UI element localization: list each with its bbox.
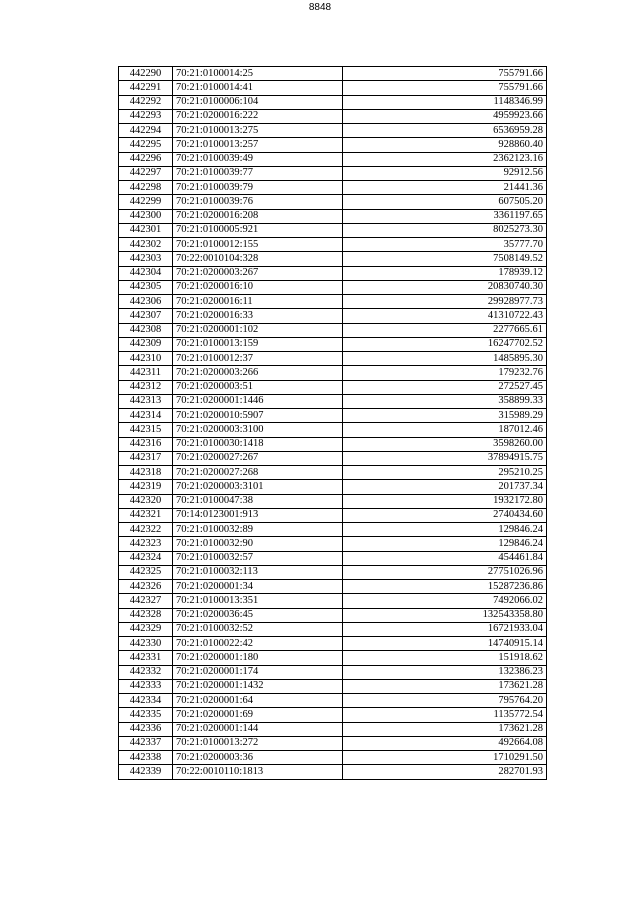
row-number-cell: 442292 <box>119 95 173 109</box>
page-number: 8848 <box>308 2 332 13</box>
cadastral-number-cell: 70:21:0200001:64 <box>173 694 343 708</box>
cadastral-value-cell: 15287236.86 <box>343 580 547 594</box>
cadastral-number-cell: 70:21:0200036:45 <box>173 608 343 622</box>
row-number-cell: 442328 <box>119 608 173 622</box>
table-row <box>119 508 547 522</box>
cadastral-number-cell: 70:21:0100013:351 <box>173 594 343 608</box>
row-number-cell: 442313 <box>119 394 173 408</box>
cadastral-value-table <box>118 66 547 780</box>
cadastral-value-cell: 6536959.28 <box>343 124 547 138</box>
table-row <box>119 722 547 736</box>
row-number-cell: 442334 <box>119 694 173 708</box>
table-row <box>119 494 547 508</box>
row-number-cell: 442302 <box>119 238 173 252</box>
table-row <box>119 622 547 636</box>
cadastral-number-cell: 70:21:0100039:77 <box>173 166 343 180</box>
row-number-cell: 442315 <box>119 423 173 437</box>
table-row <box>119 437 547 451</box>
cadastral-value-cell: 282701.93 <box>343 765 547 779</box>
cadastral-value-cell: 7508149.52 <box>343 252 547 266</box>
row-number-cell: 442308 <box>119 323 173 337</box>
cadastral-value-cell: 4959923.66 <box>343 109 547 123</box>
table-row <box>119 694 547 708</box>
cadastral-number-cell: 70:21:0200001:1432 <box>173 679 343 693</box>
row-number-cell: 442298 <box>119 181 173 195</box>
cadastral-value-cell: 173621.28 <box>343 722 547 736</box>
row-number-cell: 442295 <box>119 138 173 152</box>
cadastral-number-cell: 70:21:0100030:1418 <box>173 437 343 451</box>
cadastral-number-cell: 70:21:0200001:69 <box>173 708 343 722</box>
table-row <box>119 252 547 266</box>
table-row <box>119 665 547 679</box>
row-number-cell: 442330 <box>119 637 173 651</box>
cadastral-value-cell: 492664.08 <box>343 736 547 750</box>
row-number-cell: 442294 <box>119 124 173 138</box>
cadastral-number-cell: 70:21:0200001:144 <box>173 722 343 736</box>
table-row <box>119 280 547 294</box>
table-row <box>119 551 547 565</box>
table-row <box>119 580 547 594</box>
cadastral-value-cell: 129846.24 <box>343 523 547 537</box>
cadastral-number-cell: 70:21:0100022:42 <box>173 637 343 651</box>
cadastral-value-cell: 129846.24 <box>343 537 547 551</box>
table-row <box>119 223 547 237</box>
cadastral-number-cell: 70:21:0200003:3100 <box>173 423 343 437</box>
table-row <box>119 466 547 480</box>
row-number-cell: 442333 <box>119 679 173 693</box>
table-row <box>119 67 547 81</box>
row-number-cell: 442320 <box>119 494 173 508</box>
row-number-cell: 442335 <box>119 708 173 722</box>
row-number-cell: 442306 <box>119 295 173 309</box>
cadastral-number-cell: 70:21:0100032:57 <box>173 551 343 565</box>
cadastral-number-cell: 70:21:0200003:51 <box>173 380 343 394</box>
table-row <box>119 409 547 423</box>
cadastral-number-cell: 70:21:0100032:113 <box>173 565 343 579</box>
cadastral-number-cell: 70:21:0200016:11 <box>173 295 343 309</box>
row-number-cell: 442317 <box>119 451 173 465</box>
cadastral-number-cell: 70:21:0100032:52 <box>173 622 343 636</box>
row-number-cell: 442303 <box>119 252 173 266</box>
cadastral-number-cell: 70:21:0200001:180 <box>173 651 343 665</box>
row-number-cell: 442326 <box>119 580 173 594</box>
row-number-cell: 442327 <box>119 594 173 608</box>
cadastral-number-cell: 70:21:0200016:33 <box>173 309 343 323</box>
cadastral-value-cell: 358899.33 <box>343 394 547 408</box>
cadastral-value-cell: 179232.76 <box>343 366 547 380</box>
cadastral-number-cell: 70:21:0100013:257 <box>173 138 343 152</box>
row-number-cell: 442318 <box>119 466 173 480</box>
table-row <box>119 124 547 138</box>
table-row <box>119 323 547 337</box>
cadastral-value-cell: 173621.28 <box>343 679 547 693</box>
cadastral-value-cell: 27751026.96 <box>343 565 547 579</box>
cadastral-number-cell: 70:21:0100047:38 <box>173 494 343 508</box>
cadastral-number-cell: 70:21:0200016:208 <box>173 209 343 223</box>
row-number-cell: 442296 <box>119 152 173 166</box>
cadastral-value-cell: 14740915.14 <box>343 637 547 651</box>
cadastral-number-cell: 70:21:0200001:34 <box>173 580 343 594</box>
row-number-cell: 442297 <box>119 166 173 180</box>
cadastral-value-cell: 8025273.30 <box>343 223 547 237</box>
table-row <box>119 523 547 537</box>
cadastral-value-cell: 16721933.04 <box>343 622 547 636</box>
table-row <box>119 81 547 95</box>
cadastral-value-cell: 178939.12 <box>343 266 547 280</box>
cadastral-value-cell: 2362123.16 <box>343 152 547 166</box>
row-number-cell: 442314 <box>119 409 173 423</box>
table-row <box>119 95 547 109</box>
cadastral-number-cell: 70:21:0200003:266 <box>173 366 343 380</box>
table-row <box>119 736 547 750</box>
row-number-cell: 442300 <box>119 209 173 223</box>
cadastral-number-cell: 70:21:0100032:89 <box>173 523 343 537</box>
row-number-cell: 442331 <box>119 651 173 665</box>
table-row <box>119 266 547 280</box>
table-row <box>119 480 547 494</box>
cadastral-value-cell: 35777.70 <box>343 238 547 252</box>
cadastral-number-cell: 70:21:0100013:275 <box>173 124 343 138</box>
cadastral-value-cell: 41310722.43 <box>343 309 547 323</box>
row-number-cell: 442311 <box>119 366 173 380</box>
cadastral-value-cell: 1932172.80 <box>343 494 547 508</box>
cadastral-number-cell: 70:21:0200016:222 <box>173 109 343 123</box>
row-number-cell: 442293 <box>119 109 173 123</box>
row-number-cell: 442316 <box>119 437 173 451</box>
table-row <box>119 708 547 722</box>
cadastral-value-cell: 29928977.73 <box>343 295 547 309</box>
cadastral-value-cell: 3361197.65 <box>343 209 547 223</box>
cadastral-number-cell: 70:21:0100013:159 <box>173 337 343 351</box>
cadastral-value-cell: 132543358.80 <box>343 608 547 622</box>
cadastral-number-cell: 70:21:0200027:268 <box>173 466 343 480</box>
table-row <box>119 394 547 408</box>
cadastral-value-cell: 37894915.75 <box>343 451 547 465</box>
cadastral-value-cell: 454461.84 <box>343 551 547 565</box>
table-row <box>119 565 547 579</box>
table-row <box>119 166 547 180</box>
row-number-cell: 442332 <box>119 665 173 679</box>
cadastral-value-cell: 20830740.30 <box>343 280 547 294</box>
table-row <box>119 765 547 779</box>
cadastral-number-cell: 70:21:0200001:174 <box>173 665 343 679</box>
table-row <box>119 594 547 608</box>
row-number-cell: 442329 <box>119 622 173 636</box>
row-number-cell: 442324 <box>119 551 173 565</box>
table-row <box>119 195 547 209</box>
table-row <box>119 751 547 765</box>
row-number-cell: 442301 <box>119 223 173 237</box>
table-row <box>119 152 547 166</box>
row-number-cell: 442322 <box>119 523 173 537</box>
row-number-cell: 442312 <box>119 380 173 394</box>
cadastral-value-cell: 1710291.50 <box>343 751 547 765</box>
row-number-cell: 442304 <box>119 266 173 280</box>
row-number-cell: 442339 <box>119 765 173 779</box>
cadastral-number-cell: 70:21:0100012:37 <box>173 352 343 366</box>
table-body <box>119 67 547 780</box>
table-row <box>119 181 547 195</box>
cadastral-number-cell: 70:21:0100039:79 <box>173 181 343 195</box>
cadastral-number-cell: 70:21:0200010:5907 <box>173 409 343 423</box>
cadastral-value-cell: 92912.56 <box>343 166 547 180</box>
table-row <box>119 679 547 693</box>
table-row <box>119 209 547 223</box>
cadastral-number-cell: 70:21:0100012:155 <box>173 238 343 252</box>
cadastral-value-cell: 1148346.99 <box>343 95 547 109</box>
table-row <box>119 337 547 351</box>
cadastral-value-cell: 2740434.60 <box>343 508 547 522</box>
table-row <box>119 380 547 394</box>
cadastral-number-cell: 70:21:0200003:3101 <box>173 480 343 494</box>
table-row <box>119 295 547 309</box>
cadastral-number-cell: 70:21:0100005:921 <box>173 223 343 237</box>
cadastral-value-cell: 3598260.00 <box>343 437 547 451</box>
cadastral-number-cell: 70:21:0100014:41 <box>173 81 343 95</box>
cadastral-number-cell: 70:21:0100039:76 <box>173 195 343 209</box>
table-row <box>119 537 547 551</box>
row-number-cell: 442305 <box>119 280 173 294</box>
row-number-cell: 442299 <box>119 195 173 209</box>
table-row <box>119 366 547 380</box>
row-number-cell: 442323 <box>119 537 173 551</box>
table-row <box>119 309 547 323</box>
table-row <box>119 352 547 366</box>
row-number-cell: 442336 <box>119 722 173 736</box>
row-number-cell: 442291 <box>119 81 173 95</box>
cadastral-value-cell: 201737.34 <box>343 480 547 494</box>
cadastral-value-cell: 151918.62 <box>343 651 547 665</box>
cadastral-value-cell: 1485895.30 <box>343 352 547 366</box>
cadastral-value-cell: 16247702.52 <box>343 337 547 351</box>
row-number-cell: 442309 <box>119 337 173 351</box>
cadastral-value-cell: 132386.23 <box>343 665 547 679</box>
cadastral-number-cell: 70:21:0200003:267 <box>173 266 343 280</box>
cadastral-value-cell: 607505.20 <box>343 195 547 209</box>
cadastral-number-cell: 70:21:0100006:104 <box>173 95 343 109</box>
cadastral-number-cell: 70:21:0100013:272 <box>173 736 343 750</box>
cadastral-value-cell: 755791.66 <box>343 81 547 95</box>
table-row <box>119 109 547 123</box>
table-row <box>119 451 547 465</box>
cadastral-value-cell: 2277665.61 <box>343 323 547 337</box>
table-row <box>119 238 547 252</box>
table-row <box>119 608 547 622</box>
row-number-cell: 442325 <box>119 565 173 579</box>
table-row <box>119 651 547 665</box>
cadastral-value-cell: 272527.45 <box>343 380 547 394</box>
cadastral-number-cell: 70:22:0010110:1813 <box>173 765 343 779</box>
cadastral-number-cell: 70:21:0200001:1446 <box>173 394 343 408</box>
table-row <box>119 138 547 152</box>
cadastral-number-cell: 70:21:0200001:102 <box>173 323 343 337</box>
cadastral-value-cell: 21441.36 <box>343 181 547 195</box>
cadastral-number-cell: 70:21:0100039:49 <box>173 152 343 166</box>
cadastral-number-cell: 70:21:0100032:90 <box>173 537 343 551</box>
cadastral-value-cell: 1135772.54 <box>343 708 547 722</box>
cadastral-value-cell: 7492066.02 <box>343 594 547 608</box>
cadastral-number-cell: 70:21:0200003:36 <box>173 751 343 765</box>
row-number-cell: 442338 <box>119 751 173 765</box>
row-number-cell: 442307 <box>119 309 173 323</box>
cadastral-value-cell: 755791.66 <box>343 67 547 81</box>
cadastral-value-cell: 928860.40 <box>343 138 547 152</box>
cadastral-value-cell: 187012.46 <box>343 423 547 437</box>
cadastral-number-cell: 70:22:0010104:328 <box>173 252 343 266</box>
cadastral-value-cell: 315989.29 <box>343 409 547 423</box>
cadastral-number-cell: 70:21:0100014:25 <box>173 67 343 81</box>
row-number-cell: 442337 <box>119 736 173 750</box>
table-row <box>119 637 547 651</box>
row-number-cell: 442319 <box>119 480 173 494</box>
cadastral-number-cell: 70:14:0123001:913 <box>173 508 343 522</box>
table-row <box>119 423 547 437</box>
row-number-cell: 442310 <box>119 352 173 366</box>
cadastral-value-cell: 295210.25 <box>343 466 547 480</box>
row-number-cell: 442321 <box>119 508 173 522</box>
cadastral-value-cell: 795764.20 <box>343 694 547 708</box>
cadastral-number-cell: 70:21:0200027:267 <box>173 451 343 465</box>
cadastral-number-cell: 70:21:0200016:10 <box>173 280 343 294</box>
row-number-cell: 442290 <box>119 67 173 81</box>
